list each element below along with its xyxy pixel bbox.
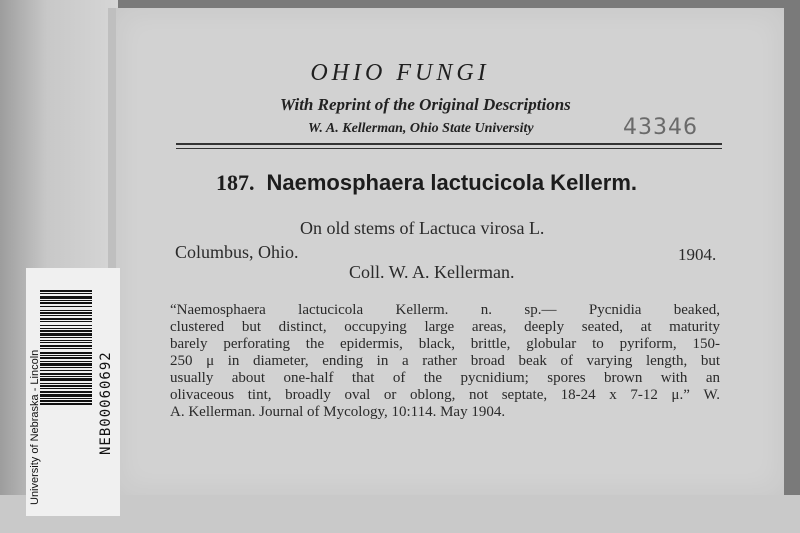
label-subtitle: With Reprint of the Original Descriptions	[280, 95, 571, 114]
species-heading	[216, 170, 637, 196]
description-line: usually about one-half that of the pycnidium; spores brown with an	[170, 370, 720, 386]
divider-rule-thin	[176, 148, 722, 149]
description-line: olivaceous tint, broadly oval or oblong, not septate, 18-24 x 7-12 μ.” W.	[170, 387, 720, 403]
barcode-image	[40, 290, 92, 505]
description-line: barely perforating the epidermis, black, brittle, globular to pyriform, 150-	[170, 336, 720, 352]
locality-text: Columbus, Ohio.	[175, 242, 299, 262]
description-line: 250 μ in diameter, ending in a rather broad beak of varying length, but	[170, 353, 720, 369]
original-description	[170, 302, 720, 421]
label-author: W. A. Kellerman, Ohio State University	[308, 121, 534, 136]
description-line: “Naemosphaera lactucicola Kellerm. n. sp.— Pycnidia beaked,	[170, 302, 720, 318]
description-line: clustered but distinct, occupying large areas, deeply seated, at maturity	[170, 319, 720, 335]
description-line: A. Kellerman. Journal of Mycology, 10:114. May 1904.	[170, 404, 506, 420]
species-name: Naemosphaera lactucicola Kellerm.	[266, 170, 637, 195]
label-title: OHIO FUNGI	[310, 60, 490, 86]
specimen-number: 187.	[216, 170, 255, 195]
catalog-number: 43346	[623, 115, 698, 140]
divider-rule	[176, 143, 722, 145]
barcode-id: NEB00060692	[98, 351, 114, 455]
host-text: On old stems of Lactuca virosa L.	[300, 218, 545, 238]
collector-text: Coll. W. A. Kellerman.	[349, 262, 515, 282]
year-text: 1904.	[678, 245, 717, 264]
barcode-institution: University of Nebraska - Lincoln	[29, 349, 41, 505]
background-bottom	[0, 495, 800, 533]
